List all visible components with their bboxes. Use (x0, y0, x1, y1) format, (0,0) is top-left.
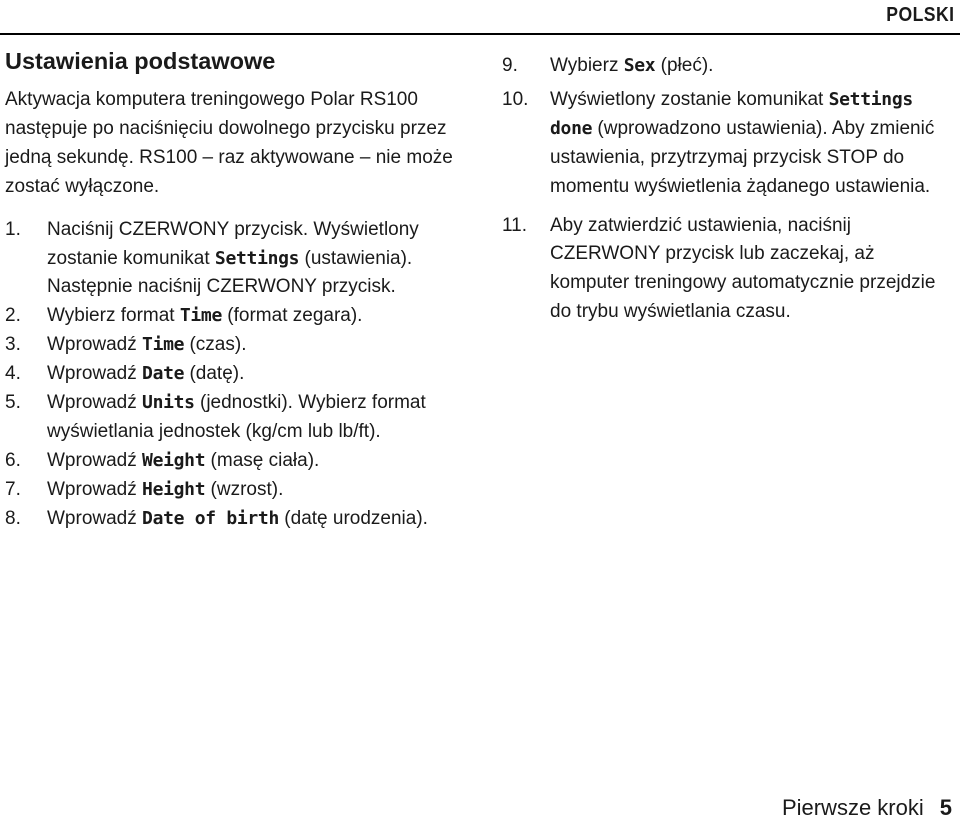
chapter-title: Pierwsze kroki (781, 795, 924, 820)
lcd-text: Units (142, 392, 195, 414)
lcd-text: Sex (623, 55, 656, 76)
step-5: 5. Wprowadź Units (jednostki). Wybierz format wyświetlania jednostek (kg/cm lub lb/ft). (5, 392, 426, 442)
lcd-text: Date (142, 363, 185, 385)
step-6: 6. Wprowadź Weight (masę ciała). (5, 449, 320, 471)
step-4: 4. Wprowadź Date (datę). (5, 363, 245, 385)
steps-list-right (502, 52, 957, 327)
intro-paragraph: Aktywacja komputera treningowego Polar RS100 następuje po naciśnięciu dowolnego przycisku przez jedną sekundę. RS100 – raz aktywowane – nie może zostać wyłączone. (5, 89, 453, 197)
step-3: 3. Wprowadź Time (czas). (5, 334, 247, 356)
lcd-text: Time (179, 305, 223, 327)
step-2: 2. Wybierz format Time (format zegara). (5, 305, 363, 327)
header-rule (0, 33, 960, 35)
step-10: 10. Wyświetlony zostanie komunikat Settings done (wprowadzono ustawienia). Aby zmienić ustawienia, przytrzymaj przycisk STOP do momentu wyświetlenia żądanego ustawienia. (502, 88, 935, 197)
lcd-text: Time (142, 334, 185, 356)
lcd-text: Height (142, 478, 206, 500)
step-7: 7. Wprowadź Height (wzrost). (5, 478, 284, 500)
steps-list-left (5, 216, 475, 534)
page-footer (782, 793, 952, 823)
step-8: 8. Wprowadź Date of birth (datę urodzenia). (5, 507, 428, 529)
lcd-text: Weight (142, 449, 206, 471)
language-label: POLSKI (885, 4, 954, 26)
step-9: 9. Wybierz Sex (płeć). (502, 55, 714, 76)
section-title: Ustawienia podstawowe (5, 48, 276, 74)
lcd-text: Settings done (550, 88, 913, 139)
step-1: 1. Naciśnij CZERWONY przycisk. Wyświetlony zostanie komunikat Settings (ustawienia). Następnie naciśnij CZERWONY przycisk. (5, 218, 419, 298)
lcd-text: Settings (214, 247, 300, 269)
lcd-text: Date of birth (142, 507, 280, 529)
step-11: 11. Aby zatwierdzić ustawienia, naciśnij CZERWONY przycisk lub zaczekaj, aż komputer treningowy automatycznie przejdzie do trybu wyświetlania czasu. (502, 214, 936, 323)
left-column (5, 46, 475, 534)
page-number: 5 (939, 795, 952, 820)
right-column (502, 52, 957, 327)
